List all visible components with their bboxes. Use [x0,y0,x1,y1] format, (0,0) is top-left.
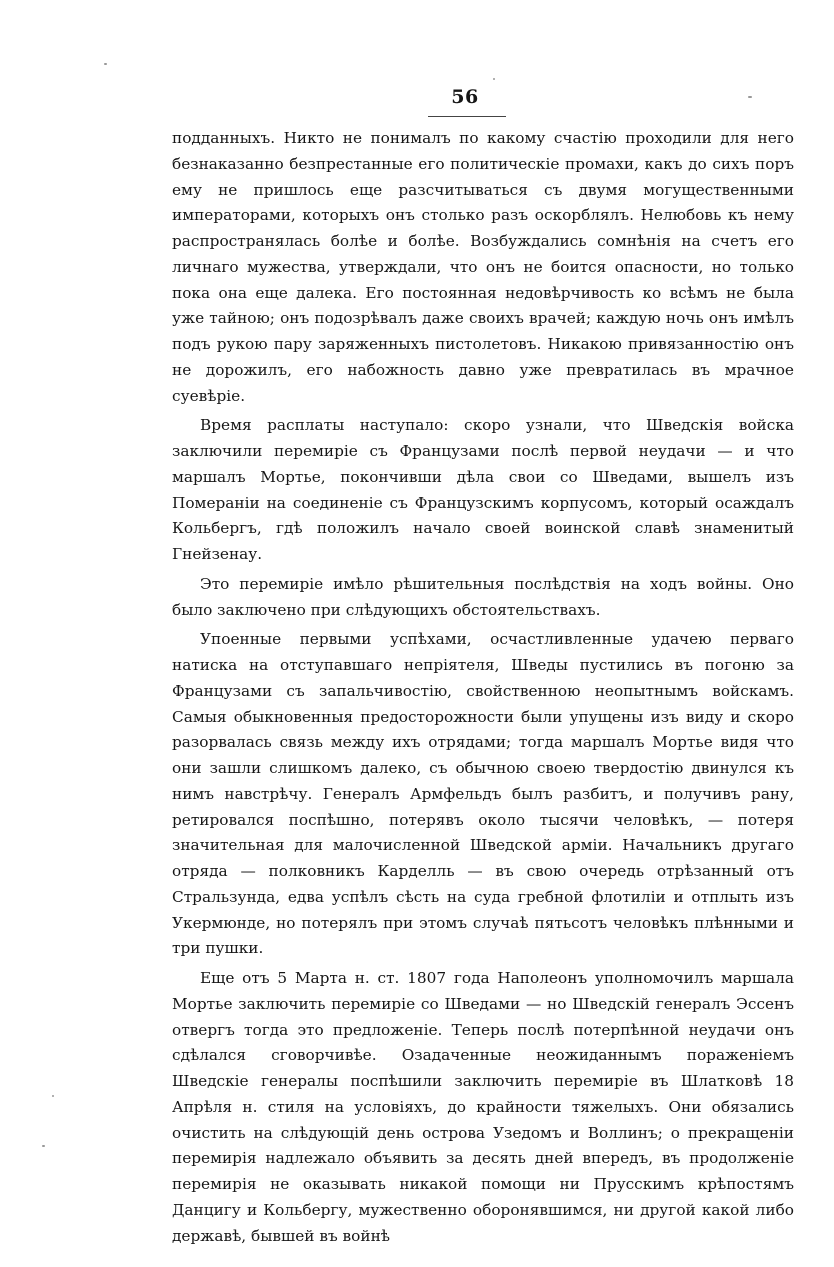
scan-speck [748,96,752,98]
page-number: 56 [451,86,479,108]
scan-speck [52,1095,54,1097]
body-text [172,126,794,1249]
paragraph: Это перемиріе имѣло рѣшительныя послѣдствія на ходъ войны. Оно было заключено при слѣдующихъ обстоятельствахъ. [172,574,794,619]
page-number-rule [428,116,506,117]
paragraph: подданныхъ. Никто не понималъ по какому счастію проходили для него безнаказанно безпрестанные его политическіе промахи, какъ до сихъ поръ ему не пришлось еще разсчитываться съ двумя могущественными императорами, которыхъ онъ столько разъ оскорблялъ. Нелюбовь къ нему распространялась болѣе и болѣе. Возбуждались сомнѣнія на счетъ его личнаго мужества, утверждали, что онъ не боится опасности, но только пока она еще далека. Его постоянная недовѣрчивость ко всѣмъ не была уже тайною; онъ подозрѣвалъ даже своихъ врачей; каждую ночь онъ имѣлъ подъ рукою пару заряженныхъ пистолетовъ. Никакою привязанностію онъ не дорожилъ, его набожность давно уже превратилась въ мрачное суевѣріе. [172,129,794,405]
paragraph: Еще отъ 5 Марта н. ст. 1807 года Наполеонъ уполномочилъ маршала Мортье заключить перемиріе со Шведами — но Шведскій генералъ Эссенъ отвергъ тогда это предложеніе. Теперь послѣ потерпѣнной неудачи онъ сдѣлался сговорчивѣе. Озадаченные неожиданнымъ пораженіемъ Шведскіе генералы поспѣшили заключить перемиріе въ Шлатковѣ 18 Апрѣля н. стиля на условіяхъ, до крайности тяжелыхъ. Они обязались очистить на слѣдующій день острова Узедомъ и Воллинъ; о прекращеніи перемирія надлежало объявить за десять дней впередъ, въ продолженіе перемирія не оказывать никакой помощи ни Прусскимъ крѣпостямъ Данцигу и Кольбергу, мужественно оборонявшимся, ни другой какой либо державѣ, бывшей въ войнѣ [172,969,794,1245]
paragraph: Время расплаты наступало: скоро узнали, что Шведскія войска заключили перемиріе съ Французами послѣ первой неудачи — и что маршалъ Мортье, покончивши дѣла свои со Шведами, вышелъ изъ Помераніи на соединеніе съ Французскимъ корпусомъ, который осаждалъ Кольбергъ, гдѣ положилъ начало своей воинской славѣ знаменитый Гнейзенау. [172,416,794,563]
scan-speck [104,63,107,65]
paragraph: Упоенные первыми успѣхами, осчастливленные удачею перваго натиска на отступавшаго непріятеля, Шведы пустились въ погоню за Французами съ запальчивостію, свойственною неопытнымъ войскамъ. Самыя обыкновенныя предосторожности были упущены изъ виду и скоро разорвалась связь между ихъ отрядами; тогда маршалъ Мортье видя что они зашли слишкомъ далеко, съ обычною своею твердостію двинулся къ нимъ навстрѣчу. Генералъ Армфельдъ былъ разбитъ, и получивъ рану, ретировался поспѣшно, потерявъ около тысячи человѣкъ, — потеря значительная для малочисленной Шведской арміи. Начальникъ другаго отряда — полковникъ Карделль — въ свою очередь отрѣзанный отъ Стральзунда, едва успѣлъ сѣсть на суда гребной флотиліи и отплыть изъ Укермюнде, но потерялъ при этомъ случаѣ пятьсотъ человѣкъ плѣнными и три пушки. [172,630,794,958]
scan-speck [493,78,495,80]
scan-speck [42,1145,45,1147]
